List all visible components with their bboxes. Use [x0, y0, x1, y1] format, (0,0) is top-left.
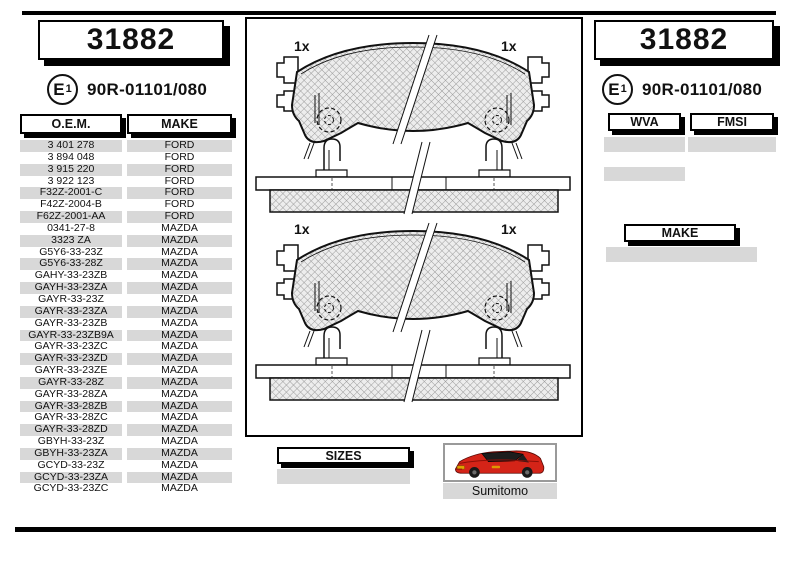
make-cell: FORD	[127, 187, 232, 199]
oem-cell: GAYH-33-23ZA	[20, 282, 122, 294]
wva-list	[604, 137, 685, 196]
oem-cell: GAYR-33-28ZB	[20, 401, 122, 413]
wva-item	[604, 137, 685, 152]
e-mark-circle-icon	[602, 74, 633, 105]
oem-cell: G5Y6-33-28Z	[20, 258, 122, 270]
oem-cell: 0341-27-8	[47, 222, 95, 234]
oem-cell: 3 401 278	[20, 140, 122, 152]
make-cell: FORD	[164, 175, 195, 187]
make-cell: MAZDA	[161, 365, 198, 377]
wva-item	[604, 167, 685, 182]
oem-cell: GAYR-33-23Z	[38, 293, 104, 305]
make-cell: MAZDA	[127, 306, 232, 318]
make-cell: MAZDA	[127, 353, 232, 365]
make-cell: MAZDA	[161, 246, 198, 258]
table-row	[20, 187, 232, 199]
table-row	[20, 365, 232, 377]
quantity-label: 1x	[294, 221, 310, 237]
e-mark-index: 1	[65, 83, 72, 95]
oem-cell: 3 915 220	[20, 164, 122, 176]
vehicle-caption: Sumitomo	[443, 483, 557, 499]
table-row	[20, 318, 232, 330]
oem-cell: GAYR-33-23ZB	[34, 317, 108, 329]
make-cell: MAZDA	[161, 436, 198, 448]
table-row	[20, 436, 232, 448]
table-row	[20, 294, 232, 306]
table-row	[20, 377, 232, 389]
make-column-header: MAKE	[127, 114, 232, 134]
e-mark-letter: E	[53, 80, 65, 99]
part-number: 31882	[86, 23, 176, 56]
size-item	[277, 469, 410, 484]
make-cell: MAZDA	[161, 341, 198, 353]
table-row	[20, 353, 232, 365]
e-mark-index: 1	[620, 83, 627, 95]
top-rule	[22, 11, 776, 15]
make-cell: MAZDA	[161, 317, 198, 329]
oem-cell: GBYH-33-23ZA	[20, 448, 122, 460]
oem-cell: GCYD-33-23ZA	[20, 472, 122, 484]
table-row	[20, 164, 232, 176]
make-cell: MAZDA	[161, 412, 198, 424]
table-row	[20, 483, 232, 495]
fmsi-column-header: FMSI	[690, 113, 774, 131]
oem-cell: G5Y6-33-23Z	[39, 246, 103, 258]
table-row	[20, 330, 232, 342]
e-mark-left	[47, 74, 207, 105]
table-row	[20, 140, 232, 152]
wva-column-header: WVA	[608, 113, 681, 131]
make-cell: MAZDA	[161, 270, 198, 282]
oem-cell: GAYR-33-28ZC	[34, 412, 108, 424]
oem-cell: 3 922 123	[47, 175, 95, 187]
table-row	[20, 270, 232, 282]
fmsi-list	[688, 137, 776, 152]
fmsi-item	[688, 137, 776, 152]
sizes-list	[277, 469, 410, 498]
make-cell: MAZDA	[127, 235, 232, 247]
make-cell: MAZDA	[127, 282, 232, 294]
table-row	[20, 401, 232, 413]
oem-cell: GAYR-33-28ZD	[20, 424, 122, 436]
make-cell: MAZDA	[161, 222, 198, 234]
table-row	[20, 472, 232, 484]
table-row	[20, 306, 232, 318]
make-list	[606, 247, 757, 277]
table-row	[20, 223, 232, 235]
make-cell: MAZDA	[161, 483, 198, 495]
bottom-rule	[15, 527, 776, 532]
oem-cell: GAYR-33-23ZC	[34, 341, 108, 353]
table-row	[20, 247, 232, 259]
make-cell: MAZDA	[127, 258, 232, 270]
part-number: 31882	[639, 23, 729, 56]
oem-cell: GAYR-33-23ZB9A	[20, 330, 122, 342]
oem-cell: GCYD-33-23Z	[37, 459, 105, 471]
oem-cell: GAYR-33-23ZE	[34, 365, 108, 377]
quantity-label: 1x	[294, 38, 310, 54]
make-cell: MAZDA	[127, 472, 232, 484]
oem-cell: 3 894 048	[47, 151, 95, 163]
make-cell: MAZDA	[127, 377, 232, 389]
table-row	[20, 235, 232, 247]
wva-item	[604, 152, 685, 167]
car-illustration	[448, 446, 552, 479]
e-mark-right	[602, 74, 762, 105]
oem-cell: GAYR-33-23ZD	[20, 353, 122, 365]
oem-column-header: O.E.M.	[20, 114, 122, 134]
table-row	[20, 424, 232, 436]
make-cell: MAZDA	[127, 330, 232, 342]
approval-number: 90R-01101/080	[642, 79, 763, 99]
make-cell: MAZDA	[161, 293, 198, 305]
oem-cell: GAHY-33-23ZB	[34, 270, 108, 282]
oem-cell: F42Z-2004-B	[40, 199, 102, 211]
table-row	[20, 448, 232, 460]
make-cell: MAZDA	[127, 424, 232, 436]
oem-cell: F62Z-2001-AA	[20, 211, 122, 223]
wva-item	[604, 181, 685, 196]
approval-number: 90R-01101/080	[87, 79, 208, 99]
make-cell: MAZDA	[127, 448, 232, 460]
size-item	[277, 484, 410, 499]
oem-cell: GCYD-33-23ZC	[33, 483, 109, 495]
oem-make-table	[20, 140, 232, 495]
quantity-label: 1x	[501, 38, 517, 54]
make-cell: FORD	[164, 199, 195, 211]
make-cell: MAZDA	[161, 459, 198, 471]
make-item	[606, 247, 757, 262]
table-row	[20, 258, 232, 270]
table-row	[20, 211, 232, 223]
sizes-header: SIZES	[277, 447, 410, 464]
make-cell: FORD	[164, 151, 195, 163]
table-row	[20, 282, 232, 294]
table-row	[20, 412, 232, 424]
table-row	[20, 341, 232, 353]
make-header-right: MAKE	[624, 224, 736, 242]
table-row	[20, 199, 232, 211]
make-cell: FORD	[127, 164, 232, 176]
vehicle-image-box	[443, 443, 557, 482]
oem-cell: GAYR-33-28ZA	[34, 388, 108, 400]
make-item	[606, 262, 757, 277]
make-cell: FORD	[127, 211, 232, 223]
e-mark-letter: E	[608, 80, 620, 99]
make-cell: MAZDA	[127, 401, 232, 413]
oem-cell: 3323 ZA	[20, 235, 122, 247]
table-row	[20, 460, 232, 472]
table-row	[20, 389, 232, 401]
oem-cell: GAYR-33-28Z	[20, 377, 122, 389]
part-number-box-left	[38, 20, 224, 60]
quantity-label: 1x	[501, 221, 517, 237]
part-number-box-right	[594, 20, 774, 60]
table-row	[20, 152, 232, 164]
oem-cell: GAYR-33-23ZA	[20, 306, 122, 318]
table-row	[20, 176, 232, 188]
make-cell: MAZDA	[161, 388, 198, 400]
make-cell: FORD	[127, 140, 232, 152]
e-mark-circle-icon	[47, 74, 78, 105]
oem-cell: GBYH-33-23Z	[37, 436, 105, 448]
oem-cell: F32Z-2001-C	[20, 187, 122, 199]
